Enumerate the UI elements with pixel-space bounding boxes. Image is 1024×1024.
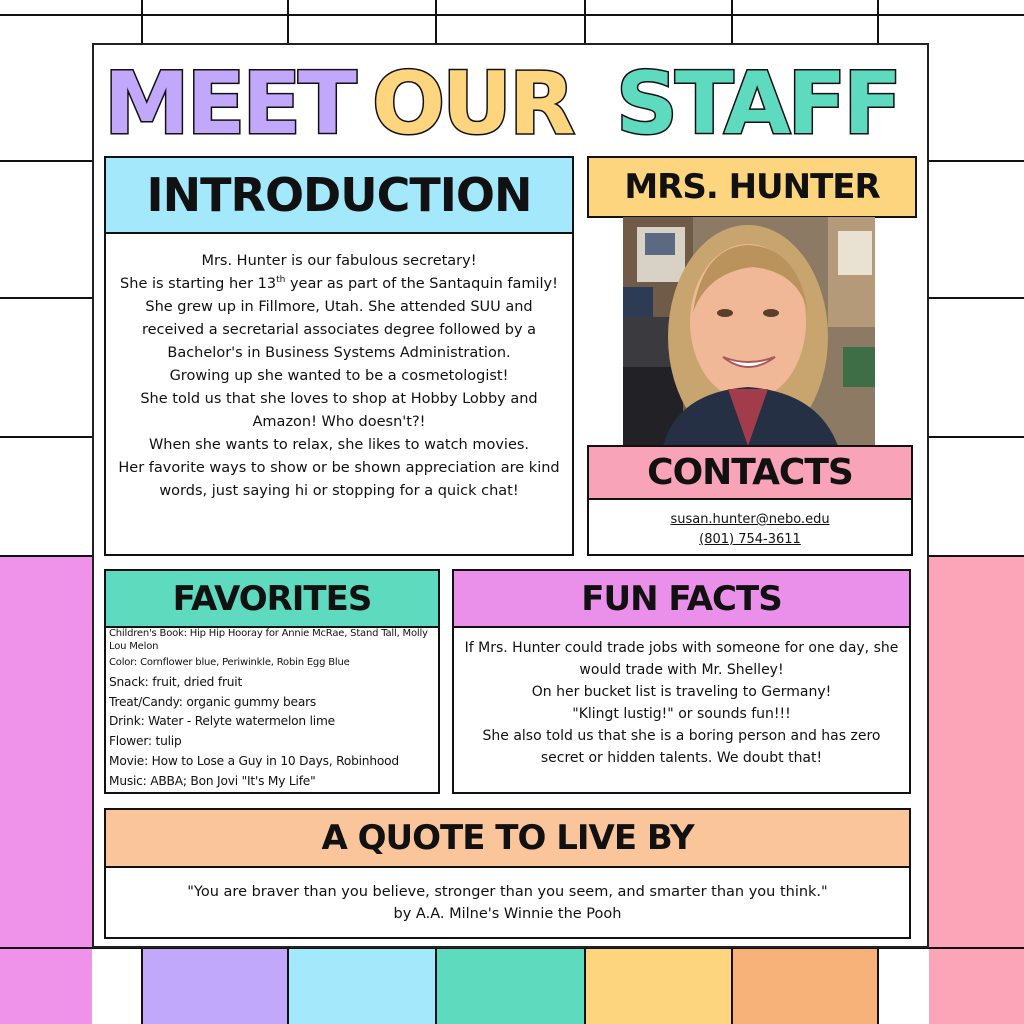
title-word-our: OUR bbox=[372, 54, 573, 154]
fun-facts-text bbox=[460, 637, 903, 769]
favorite-item: Music: ABBA; Bon Jovi "It's My Life" bbox=[109, 773, 316, 788]
title-word-staff: STAFF bbox=[616, 54, 899, 154]
fun-fact-line: If Mrs. Hunter could trade jobs with someone for one day, she would trade with Mr. Shelley! bbox=[464, 640, 899, 678]
favorites-heading: FAVORITES bbox=[104, 569, 440, 628]
quote-attribution: by A.A. Milne's Winnie the Pooh bbox=[393, 906, 622, 922]
quote-heading: A QUOTE TO LIVE BY bbox=[104, 808, 911, 868]
intro-line: Mrs. Hunter is our fabulous secretary! bbox=[201, 253, 477, 269]
introduction-text bbox=[114, 250, 564, 503]
contacts-text bbox=[587, 510, 913, 550]
staff-photo bbox=[623, 217, 875, 446]
intro-line: Her favorite ways to show or be shown appreciation are kind words, just saying hi or stopping for a quick chat! bbox=[118, 460, 560, 499]
bg-strip-sky bbox=[288, 948, 436, 1024]
portrait-image bbox=[623, 217, 875, 446]
fun-fact-line: "Klingt lustig!" or sounds fun!!! bbox=[572, 706, 791, 722]
fun-fact-line: On her bucket list is traveling to Germany! bbox=[531, 684, 832, 700]
title-word-meet: MEET bbox=[104, 54, 354, 154]
favorite-item: Treat/Candy: organic gummy bears bbox=[109, 694, 317, 709]
email-link[interactable]: susan.hunter@nebo.edu bbox=[670, 512, 830, 527]
fun-fact-line: She also told us that she is a boring person and has zero secret or hidden talents. We doubt that! bbox=[482, 728, 881, 766]
bg-right-rose-panel bbox=[929, 556, 1024, 1024]
contacts-heading: CONTACTS bbox=[587, 445, 913, 500]
phone-link[interactable]: (801) 754-3611 bbox=[699, 532, 801, 547]
favorites-list bbox=[106, 627, 438, 791]
favorite-item: Snack: fruit, dried fruit bbox=[109, 675, 243, 689]
bg-strip-mint bbox=[436, 948, 585, 1024]
intro-line: She is starting her 13th year as part of the Santaquin family! bbox=[120, 275, 558, 292]
bg-strip-yellow bbox=[585, 948, 732, 1024]
bg-strip-lavender bbox=[141, 948, 288, 1024]
favorite-item: Color: Cornflower blue, Periwinkle, Robin Egg Blue bbox=[109, 657, 350, 668]
quote-text bbox=[108, 881, 907, 925]
favorite-item: Children's Book: Hip Hip Hooray for Annie McRae, Stand Tall, Molly Lou Melon bbox=[109, 628, 428, 652]
intro-line: She told us that she loves to shop at Hobby Lobby and Amazon! Who doesn't?! bbox=[140, 391, 538, 430]
page-title bbox=[94, 54, 931, 154]
bg-strip-orange bbox=[732, 948, 878, 1024]
bg-left-pink-panel bbox=[0, 556, 92, 1024]
intro-line: When she wants to relax, she likes to watch movies. bbox=[148, 437, 530, 453]
staff-card bbox=[92, 43, 929, 948]
quote-line: "You are braver than you believe, stronger than you seem, and smarter than you think." bbox=[187, 884, 828, 900]
favorite-item: Drink: Water - Relyte watermelon lime bbox=[109, 714, 335, 729]
favorite-item: Movie: How to Lose a Guy in 10 Days, Robinhood bbox=[109, 753, 399, 768]
intro-line: She grew up in Fillmore, Utah. She attended SUU and received a secretarial associates degree followed by a Bachelor's in Business Systems Administration. bbox=[141, 299, 537, 361]
intro-line: Growing up she wanted to be a cosmetologist! bbox=[169, 368, 509, 384]
grid-line bbox=[0, 14, 1024, 16]
favorite-item: Flower: tulip bbox=[109, 734, 182, 749]
introduction-heading: INTRODUCTION bbox=[104, 156, 574, 234]
staff-name-heading: MRS. HUNTER bbox=[587, 156, 917, 218]
fun-facts-heading: FUN FACTS bbox=[452, 569, 911, 628]
